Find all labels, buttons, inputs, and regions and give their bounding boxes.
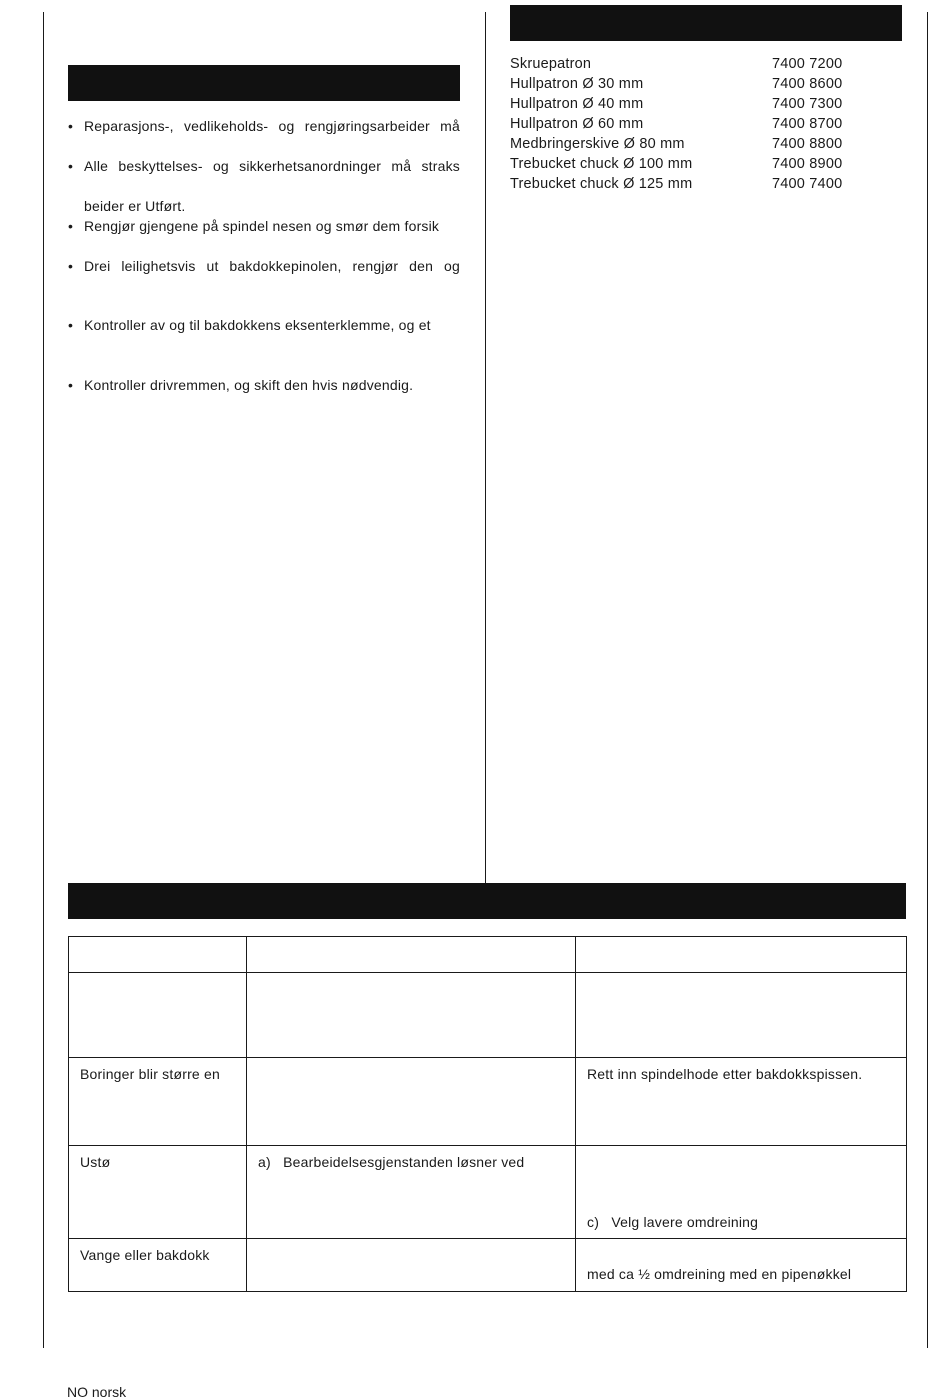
accessories-header-bar: [510, 5, 902, 41]
table-cell: [576, 937, 907, 973]
accessory-number: 7400 8800: [772, 136, 843, 152]
list-item: [510, 54, 900, 74]
list-item-text: Alle beskyttelses- og sikkerhetsanordninger må straks: [84, 158, 460, 174]
footer-language-label: NO norsk: [67, 1384, 127, 1400]
accessory-name: Trebucket chuck Ø 100 mm: [510, 156, 693, 172]
accessories-list: [510, 54, 900, 194]
table-header-row: [69, 937, 907, 973]
table-cell: [576, 973, 907, 1058]
accessory-name: Trebucket chuck Ø 125 mm: [510, 176, 693, 192]
column-divider-line: [485, 12, 486, 883]
bullet-icon: •: [68, 377, 74, 393]
table-cell: [69, 937, 247, 973]
table-row: [69, 973, 907, 1058]
list-item-text: Rengjør gjengene på spindel nesen og smør dem forsik: [84, 218, 440, 234]
table-row: [69, 1146, 907, 1239]
list-item: [510, 74, 900, 94]
table-cell: Vange eller bakdokk: [69, 1239, 247, 1292]
accessory-name: Hullpatron Ø 60 mm: [510, 116, 644, 132]
list-item: [68, 258, 460, 274]
remedy-text: med ca ½ omdreining med en pipenøkkel: [587, 1266, 852, 1282]
list-item: [68, 317, 460, 333]
table-cell: [247, 1058, 576, 1146]
list-item: [68, 377, 460, 393]
table-cell: [576, 1239, 907, 1292]
list-item-text: Kontroller drivremmen, og skift den hvis nødvendig.: [84, 377, 414, 393]
remedy-text: c) Velg lavere omdreining: [587, 1214, 759, 1230]
list-item: [68, 218, 460, 234]
table-cell: Ustø: [69, 1146, 247, 1239]
list-item: [68, 158, 460, 174]
list-item: [510, 114, 900, 134]
accessory-name: Medbringerskive Ø 80 mm: [510, 136, 685, 152]
accessory-number: 7400 8900: [772, 156, 843, 172]
accessory-number: 7400 7300: [772, 96, 843, 112]
right-margin-line: [927, 12, 928, 1348]
bullet-icon: •: [68, 158, 74, 174]
accessory-number: 7400 7400: [772, 176, 843, 192]
accessory-number: 7400 8600: [772, 76, 843, 92]
list-item-text: Kontroller av og til bakdokkens eksenterklemme, og et: [84, 317, 431, 333]
table-cell: [247, 1239, 576, 1292]
list-item: [510, 134, 900, 154]
accessory-name: Hullpatron Ø 30 mm: [510, 76, 644, 92]
list-item: [68, 118, 460, 134]
table-cell: [247, 973, 576, 1058]
list-item: [510, 154, 900, 174]
table-cell: a) Bearbeidelsesgjenstanden løsner ved: [247, 1146, 576, 1239]
list-item: [510, 174, 900, 194]
troubleshooting-header-bar: [68, 883, 906, 919]
table-cell: [69, 973, 247, 1058]
list-item-text: Reparasjons-, vedlikeholds- og rengjøringsarbeider må: [84, 118, 460, 134]
bullet-icon: •: [68, 317, 74, 333]
maintenance-header-bar: [68, 65, 460, 101]
left-margin-line: [43, 12, 44, 1348]
troubleshooting-table: [68, 936, 907, 1292]
bullet-icon: •: [68, 218, 74, 234]
bullet-icon: •: [68, 118, 74, 134]
list-item-continuation: beider er Utført.: [84, 198, 186, 214]
table-cell: Boringer blir større en: [69, 1058, 247, 1146]
table-cell: [247, 937, 576, 973]
accessory-number: 7400 7200: [772, 56, 843, 72]
accessory-number: 7400 8700: [772, 116, 843, 132]
table-row: [69, 1239, 907, 1292]
table-cell: [576, 1146, 907, 1239]
table-cell: Rett inn spindelhode etter bakdokkspissen.: [576, 1058, 907, 1146]
accessory-name: Skruepatron: [510, 56, 592, 72]
bullet-icon: •: [68, 258, 74, 274]
accessory-name: Hullpatron Ø 40 mm: [510, 96, 644, 112]
list-item-text: Drei leilighetsvis ut bakdokkepinolen, rengjør den og: [84, 258, 460, 274]
list-item: [510, 94, 900, 114]
table-row: [69, 1058, 907, 1146]
